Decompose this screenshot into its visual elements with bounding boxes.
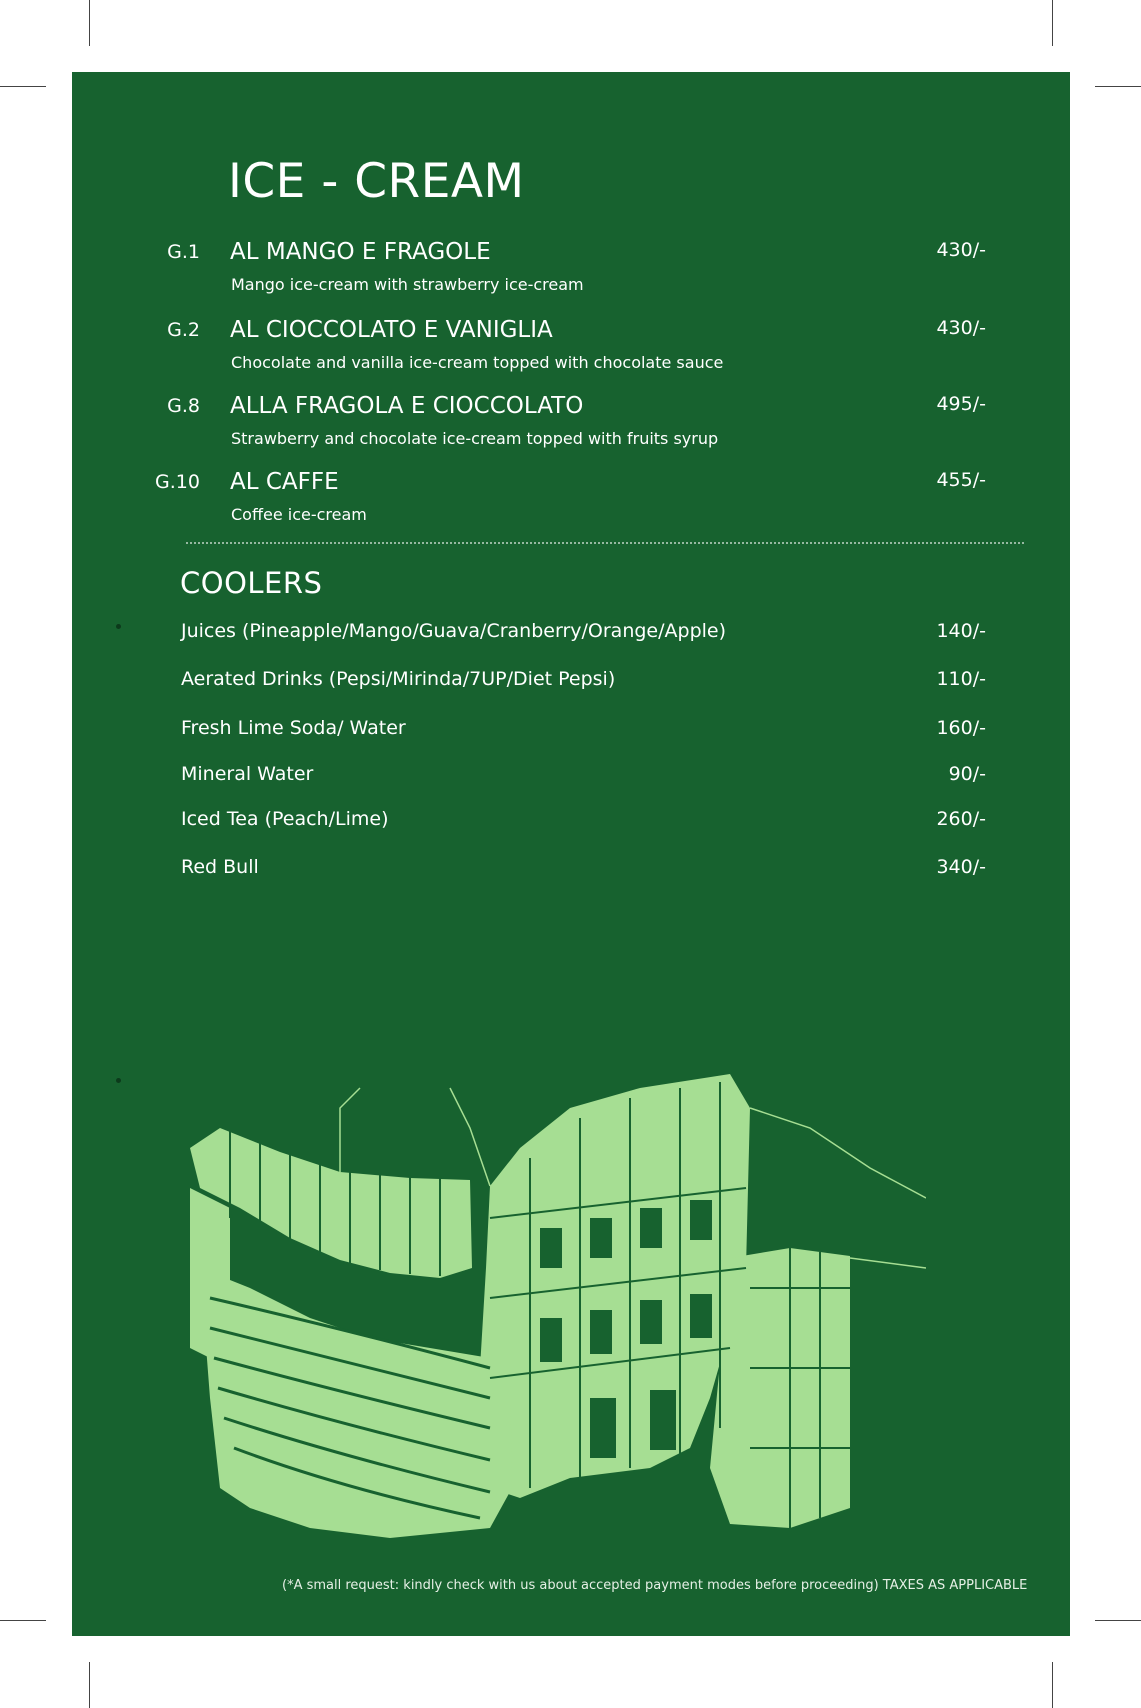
crop-mark bbox=[1052, 0, 1053, 46]
item-name: Fresh Lime Soda/ Water bbox=[181, 717, 406, 739]
theatre-sketch-illustration bbox=[190, 1068, 926, 1544]
item-price: 340/- bbox=[936, 856, 986, 878]
cooler-item bbox=[72, 806, 1070, 836]
item-code: G.2 bbox=[167, 319, 200, 341]
item-name: Aerated Drinks (Pepsi/Mirinda/7UP/Diet Pepsi) bbox=[181, 668, 616, 690]
coolers-section-title: COOLERS bbox=[180, 566, 323, 600]
item-price: 90/- bbox=[948, 763, 986, 785]
item-price: 430/- bbox=[936, 317, 986, 339]
ice-cream-item bbox=[72, 466, 1070, 530]
print-dot bbox=[116, 1078, 121, 1083]
cooler-item bbox=[72, 854, 1070, 884]
item-code: G.1 bbox=[167, 241, 200, 263]
ice-cream-section-title: ICE - CREAM bbox=[228, 154, 525, 209]
cooler-item bbox=[72, 666, 1070, 696]
item-price: 455/- bbox=[936, 469, 986, 491]
item-description: Coffee ice-cream bbox=[231, 505, 367, 524]
item-name: AL CIOCCOLATO E VANIGLIA bbox=[230, 317, 553, 343]
cooler-item bbox=[72, 761, 1070, 791]
ice-cream-item bbox=[72, 314, 1070, 378]
item-name: Iced Tea (Peach/Lime) bbox=[181, 808, 389, 830]
item-name: Red Bull bbox=[181, 856, 259, 878]
item-price: 140/- bbox=[936, 620, 986, 642]
item-name: AL CAFFE bbox=[230, 469, 339, 495]
crop-mark bbox=[1095, 1620, 1141, 1621]
item-name: Juices (Pineapple/Mango/Guava/Cranberry/Orange/Apple) bbox=[181, 620, 727, 642]
ice-cream-item bbox=[72, 236, 1070, 300]
item-name: ALLA FRAGOLA E CIOCCOLATO bbox=[230, 393, 584, 419]
item-price: 430/- bbox=[936, 239, 986, 261]
item-price: 160/- bbox=[936, 717, 986, 739]
item-code: G.8 bbox=[167, 395, 200, 417]
print-dot bbox=[116, 624, 121, 629]
cooler-item bbox=[72, 618, 1070, 648]
crop-mark bbox=[0, 1620, 46, 1621]
item-price: 260/- bbox=[936, 808, 986, 830]
item-price: 495/- bbox=[936, 393, 986, 415]
item-description: Chocolate and vanilla ice-cream topped with chocolate sauce bbox=[231, 353, 724, 372]
crop-mark bbox=[89, 0, 90, 46]
item-name: AL MANGO E FRAGOLE bbox=[230, 239, 491, 265]
item-description: Mango ice-cream with strawberry ice-cream bbox=[231, 275, 584, 294]
crop-mark bbox=[0, 86, 46, 87]
item-description: Strawberry and chocolate ice-cream topped with fruits syrup bbox=[231, 429, 719, 448]
menu-page bbox=[72, 72, 1070, 1636]
section-divider bbox=[186, 542, 1024, 544]
crop-mark bbox=[1052, 1662, 1053, 1708]
crop-mark bbox=[89, 1662, 90, 1708]
footer-note: (*A small request: kindly check with us about accepted payment modes before proceeding) TAXES AS APPLICABLE bbox=[282, 1578, 1028, 1593]
ice-cream-item bbox=[72, 390, 1070, 454]
item-code: G.10 bbox=[155, 471, 200, 493]
item-price: 110/- bbox=[936, 668, 986, 690]
crop-mark bbox=[1095, 86, 1141, 87]
item-name: Mineral Water bbox=[181, 763, 314, 785]
cooler-item bbox=[72, 715, 1070, 745]
